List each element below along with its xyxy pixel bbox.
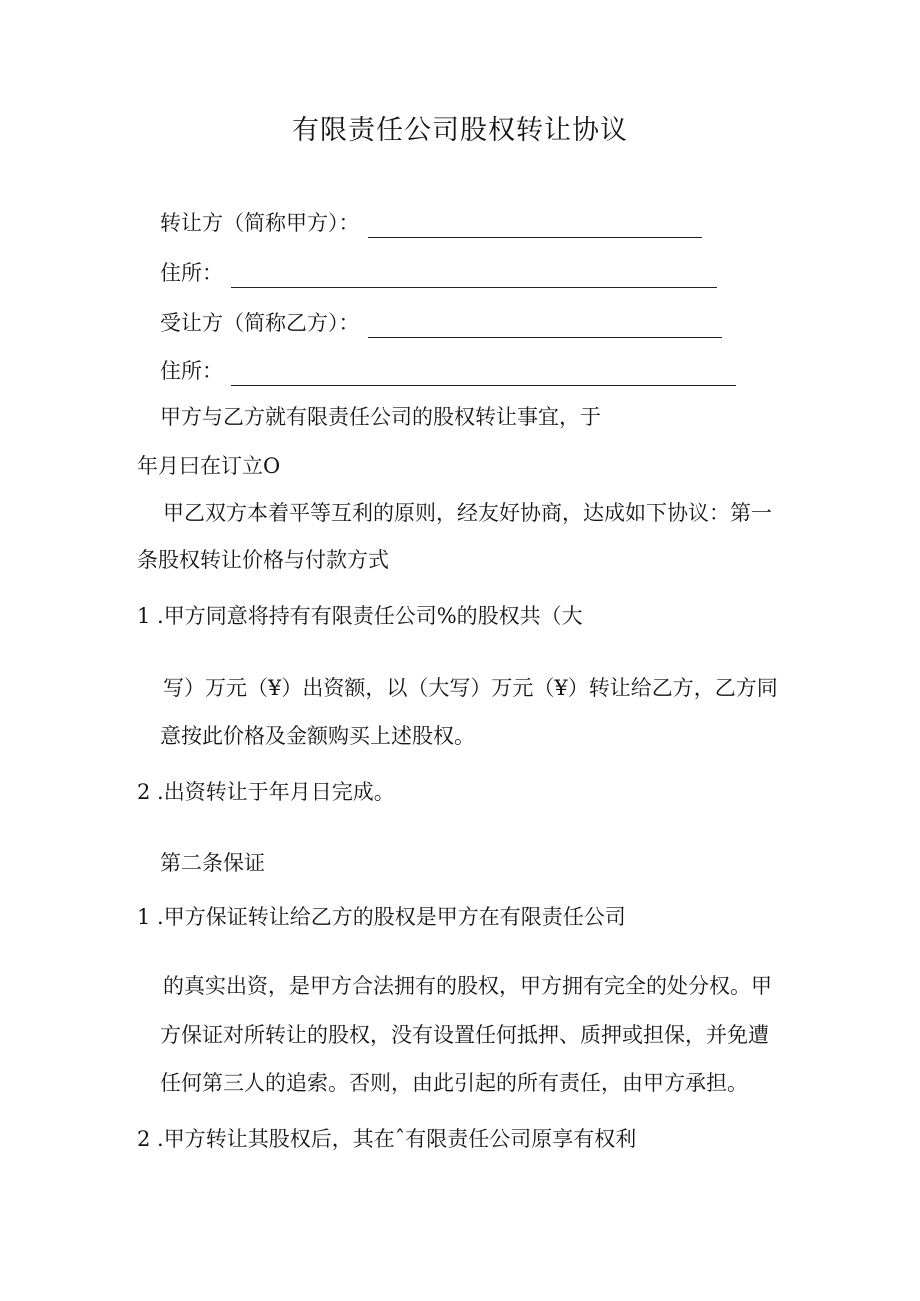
paragraph-line: 的真实出资，是甲方合法拥有的股权，甲方拥有完全的处分权。甲 — [163, 974, 772, 998]
paragraph-line: 年月曰在订立O — [137, 454, 281, 478]
paragraph-line: 条股权转让价格与付款方式 — [137, 548, 389, 572]
paragraph-line: 2 .甲方转让其股权后，其在ˆ有限责任公司原享有权利 — [137, 1127, 637, 1151]
paragraph-line: 甲方与乙方就有限责任公司的股权转让事宜，于 — [160, 405, 601, 429]
paragraph-line: 写）万元（¥）出资额，以（大写）万元（¥）转让给乙方，乙方同 — [163, 676, 778, 700]
paragraph-line: 甲乙双方本着平等互利的原则，经友好协商，达成如下协议：第一 — [163, 501, 772, 525]
transferee-blank — [368, 315, 722, 338]
transferee-address-blank — [231, 363, 736, 386]
transferor-label: 转让方（简称甲方）： — [160, 211, 360, 235]
transferor-blank — [368, 215, 702, 238]
paragraph-line: 方保证对所转让的股权，没有设置任何抵押、质押或担保，并免遭 — [160, 1023, 769, 1047]
transferee-label: 受让方（简称乙方）： — [160, 311, 360, 335]
paragraph-line: 任何第三人的追索。否则，由此引起的所有责任，由甲方承担。 — [160, 1071, 748, 1095]
paragraph-line: 2 .出资转让于年月日完成。 — [137, 780, 395, 804]
document-title: 有限责任公司股权转让协议 — [292, 115, 628, 146]
transferee-address-label: 住所： — [160, 359, 223, 383]
paragraph-line: 1 .甲方保证转让给乙方的股权是甲方在有限责任公司 — [137, 905, 626, 929]
section-heading: 第二条保证 — [160, 851, 265, 875]
paragraph-line: 1 .甲方同意将持有有限责任公司%的股权共（大 — [137, 604, 583, 628]
transferee-address-field — [160, 356, 736, 386]
paragraph-line: 意按此价格及金额购买上述股权。 — [160, 724, 475, 748]
transferor-address-field — [160, 258, 717, 288]
transferee-field — [160, 308, 722, 338]
transferor-address-blank — [231, 265, 717, 288]
transferor-address-label: 住所： — [160, 261, 223, 285]
transferor-field — [160, 208, 702, 238]
